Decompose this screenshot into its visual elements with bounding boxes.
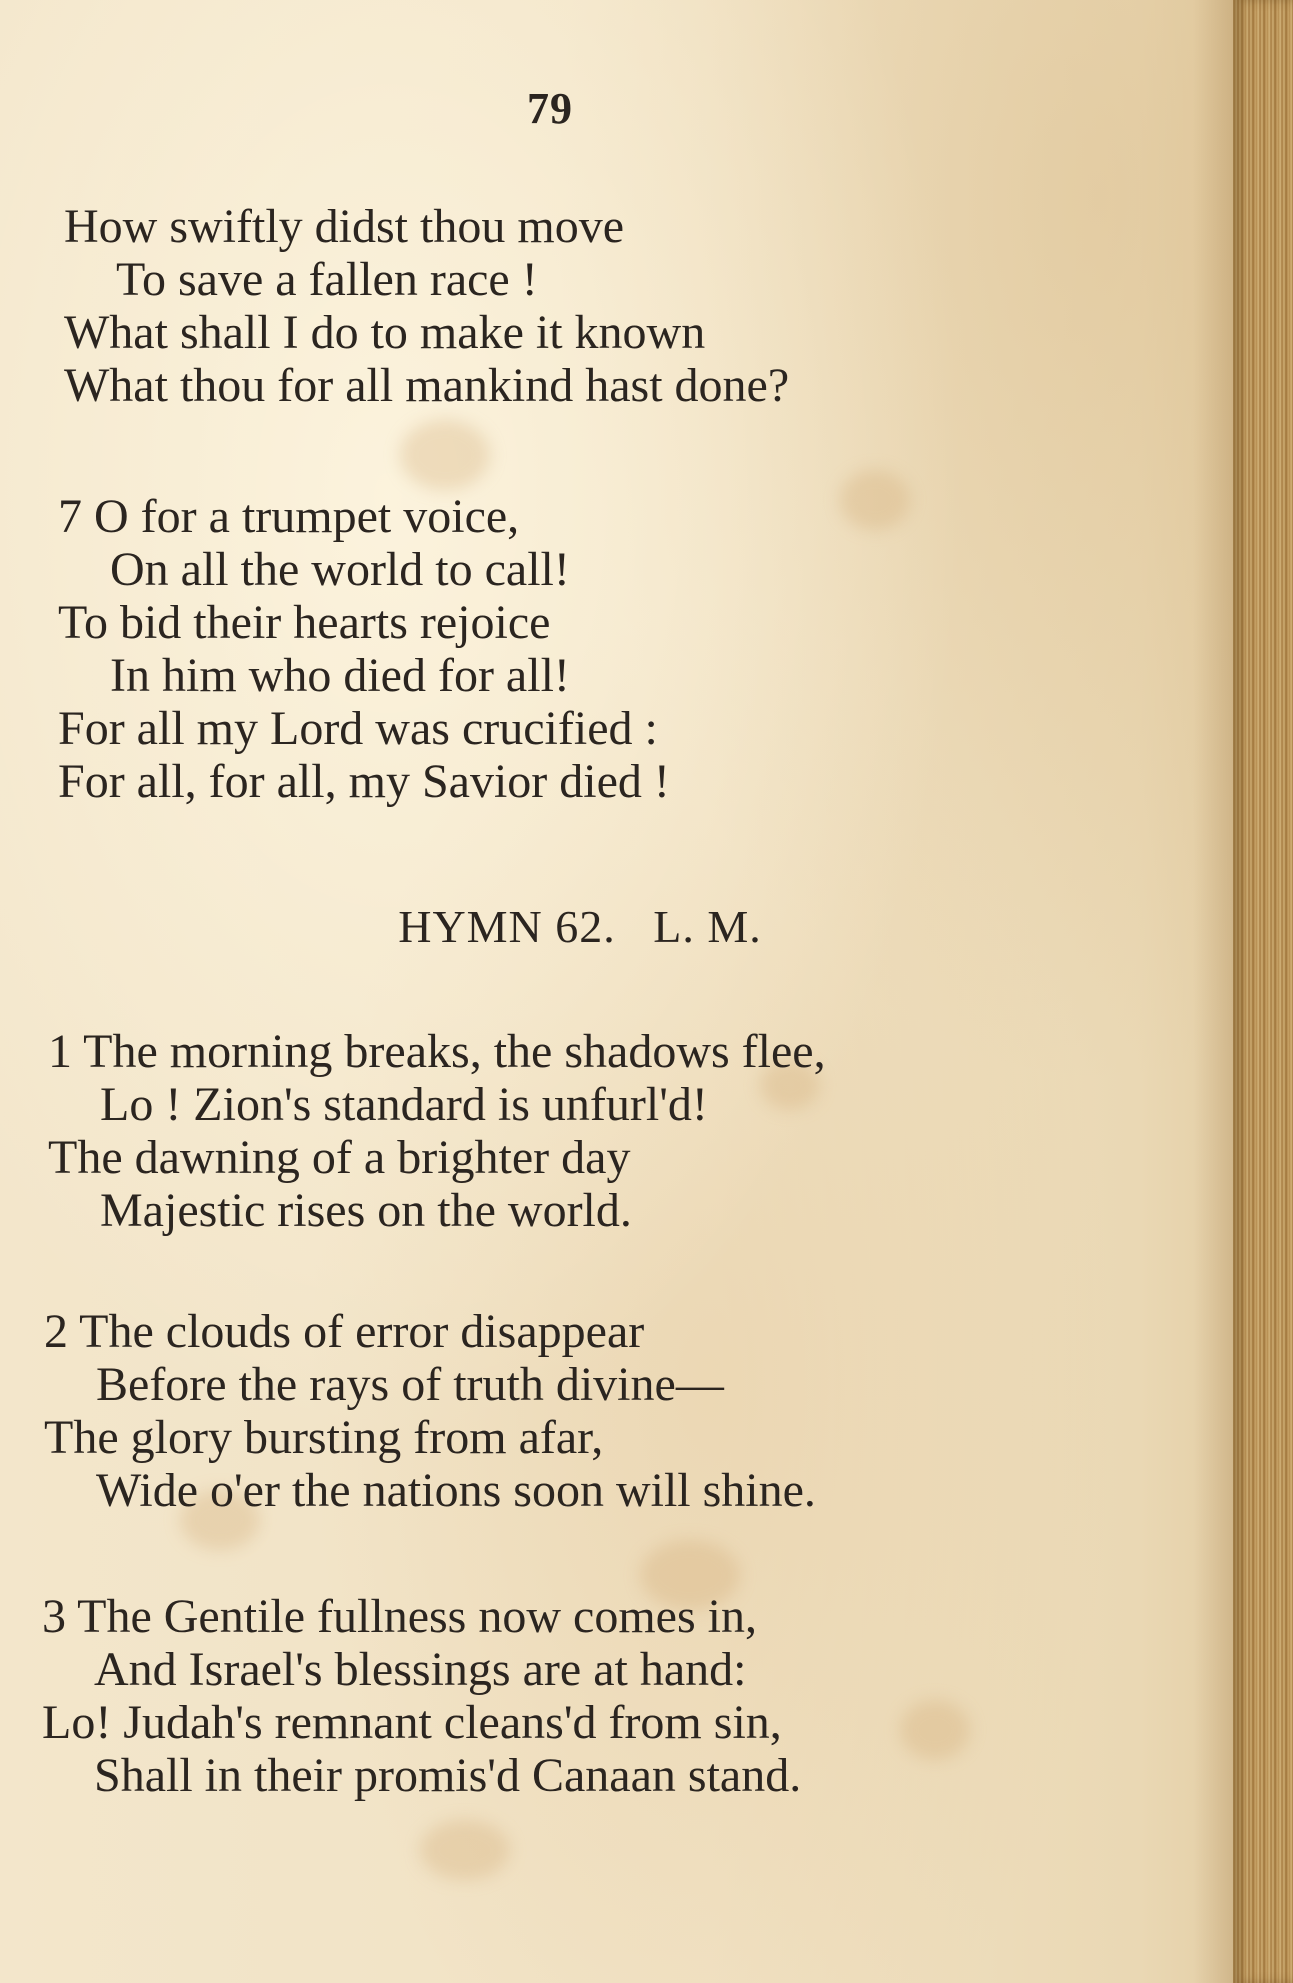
hymn-title: HYMN 62. — [398, 901, 616, 952]
verse-line: How swiftly didst thou move — [64, 200, 624, 253]
hymn-62-stanza-2 — [44, 1305, 816, 1517]
verse-line: Majestic rises on the world. — [100, 1184, 632, 1237]
verse-line: 3 The Gentile fullness now comes in, — [42, 1590, 757, 1643]
verse-line: The dawning of a brighter day — [48, 1131, 631, 1184]
verse-line: Lo ! Zion's standard is unfurl'd! — [100, 1078, 708, 1131]
verse-line: To save a fallen race ! — [116, 253, 538, 306]
verse-line: For all, for all, my Savior died ! — [58, 755, 670, 808]
verse-line: To bid their hearts rejoice — [58, 596, 551, 649]
verse-line: What shall I do to make it known — [64, 306, 706, 359]
hymn-heading — [0, 900, 1160, 953]
verse-line: What thou for all mankind hast done? — [64, 359, 790, 412]
verse-line: On all the world to call! — [110, 543, 570, 596]
verse-line: Wide o'er the nations soon will shine. — [96, 1464, 816, 1517]
verse-line: In him who died for all! — [110, 649, 570, 702]
verse-line: 2 The clouds of error disappear — [44, 1305, 645, 1358]
verse-line: 1 The morning breaks, the shadows flee, — [48, 1025, 826, 1078]
continuation-stanza — [64, 200, 789, 412]
verse-line: 7 O for a trumpet voice, — [58, 490, 520, 543]
verse-line: Lo! Judah's remnant cleans'd from sin, — [42, 1696, 782, 1749]
page-number: 79 — [527, 84, 573, 133]
stanza-7 — [58, 490, 670, 808]
hymn-62-stanza-3 — [42, 1590, 801, 1802]
verse-line: The glory bursting from afar, — [44, 1411, 604, 1464]
verse-line: Before the rays of truth divine— — [96, 1358, 724, 1411]
hymn-meter: L. M. — [653, 901, 762, 952]
verse-line: And Israel's blessings are at hand: — [94, 1643, 747, 1696]
verse-line: For all my Lord was crucified : — [58, 702, 658, 755]
verse-line: Shall in their promis'd Canaan stand. — [94, 1749, 802, 1802]
hymn-62-stanza-1 — [48, 1025, 826, 1237]
